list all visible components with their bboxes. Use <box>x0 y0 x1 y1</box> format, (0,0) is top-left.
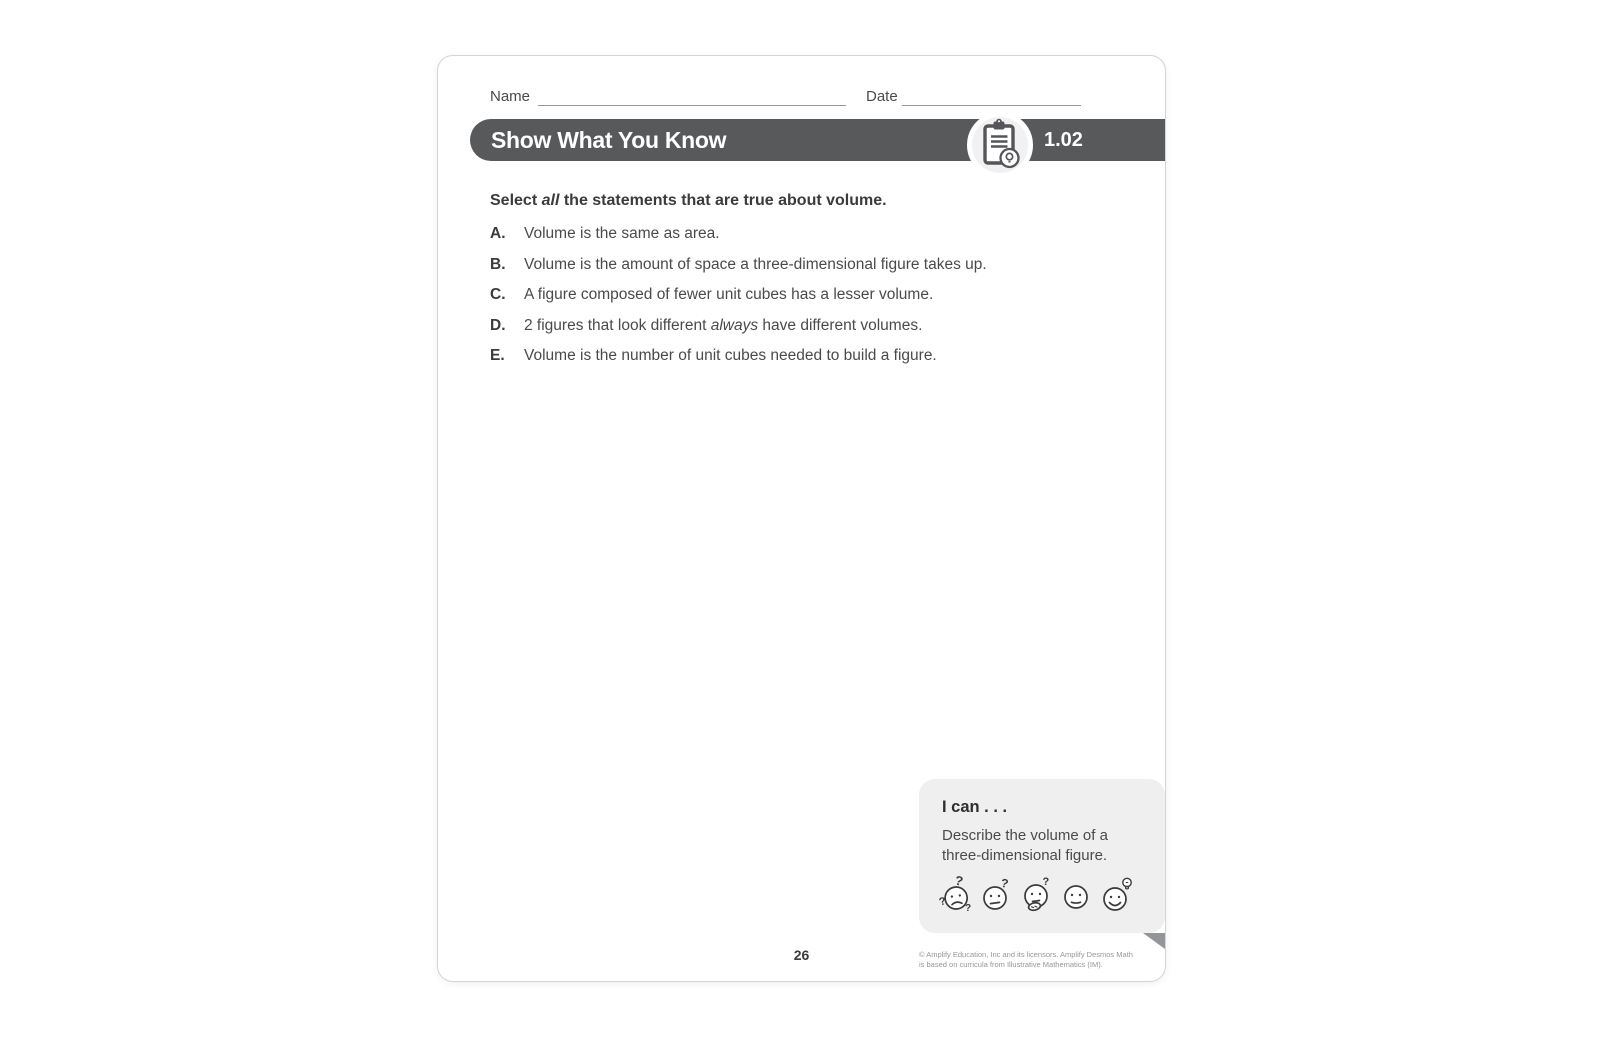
option-letter: E. <box>490 347 505 364</box>
very-confused-face-icon <box>938 873 974 913</box>
answer-option-c <box>490 286 1138 303</box>
option-text: A figure composed of fewer unit cubes has a lesser volume. <box>524 286 934 303</box>
question-prompt-suffix: the statements that are true about volume. <box>559 192 887 209</box>
page-title: Show What You Know <box>491 127 727 153</box>
page-number: 26 <box>793 947 810 963</box>
option-text <box>524 317 922 334</box>
name-label: Name <box>490 88 531 105</box>
option-letter: B. <box>490 255 506 273</box>
svg-text:?: ? <box>1042 876 1050 888</box>
date-blank-line <box>902 105 1081 106</box>
option-text-italic: always <box>710 316 759 334</box>
svg-text:?: ? <box>953 873 965 889</box>
copyright-notice <box>919 950 1133 969</box>
question-block <box>490 192 1138 378</box>
copyright-line1: © Amplify Education, Inc and its licensors. Amplify Desmos Math <box>919 950 1133 959</box>
question-prompt-prefix: Select <box>490 192 542 209</box>
i-can-heading: I can . . . <box>942 798 1008 816</box>
option-letter: C. <box>490 286 506 303</box>
option-text: Volume is the same as area. <box>524 225 720 242</box>
lesson-header-bar <box>470 119 1165 161</box>
svg-text:?: ? <box>999 875 1010 891</box>
lesson-number: 1.02 <box>1044 129 1083 151</box>
i-can-box <box>919 779 1165 933</box>
self-assessment-faces <box>938 873 1155 913</box>
option-text-before: 2 figures that look different <box>524 316 711 334</box>
clipboard-lightbulb-icon <box>967 112 1033 178</box>
answer-option-e <box>490 347 1138 364</box>
name-blank-line <box>538 105 846 106</box>
answer-option-b <box>490 256 1138 273</box>
svg-text:?: ? <box>965 903 972 913</box>
worksheet-page <box>437 55 1166 982</box>
neutral-face-icon <box>1058 873 1094 913</box>
unsure-face-icon <box>978 873 1014 913</box>
question-prompt-italic: all <box>541 192 560 209</box>
option-letter: A. <box>490 225 506 242</box>
clipboard-icon <box>972 117 1028 173</box>
question-prompt <box>490 192 1138 210</box>
svg-text:?: ? <box>938 895 948 909</box>
happy-lightbulb-face-icon <box>1098 873 1134 913</box>
i-can-description-line2: three-dimensional figure. <box>942 846 1108 864</box>
copyright-line2: is based on curricula from Illustrative Mathematics (IM). <box>919 959 1103 969</box>
answer-option-a <box>490 225 1138 242</box>
answer-option-d <box>490 317 1138 334</box>
thinking-face-icon <box>1018 873 1054 913</box>
option-text: Volume is the amount of space a three-dimensional figure takes up. <box>524 255 987 273</box>
option-letter: D. <box>490 316 506 334</box>
i-can-description <box>942 826 1155 865</box>
option-text-after: have different volumes. <box>758 316 923 334</box>
option-text: Volume is the number of unit cubes needed to build a figure. <box>524 347 937 364</box>
date-label: Date <box>866 88 898 105</box>
i-can-description-line1: Describe the volume of a <box>942 827 1108 844</box>
